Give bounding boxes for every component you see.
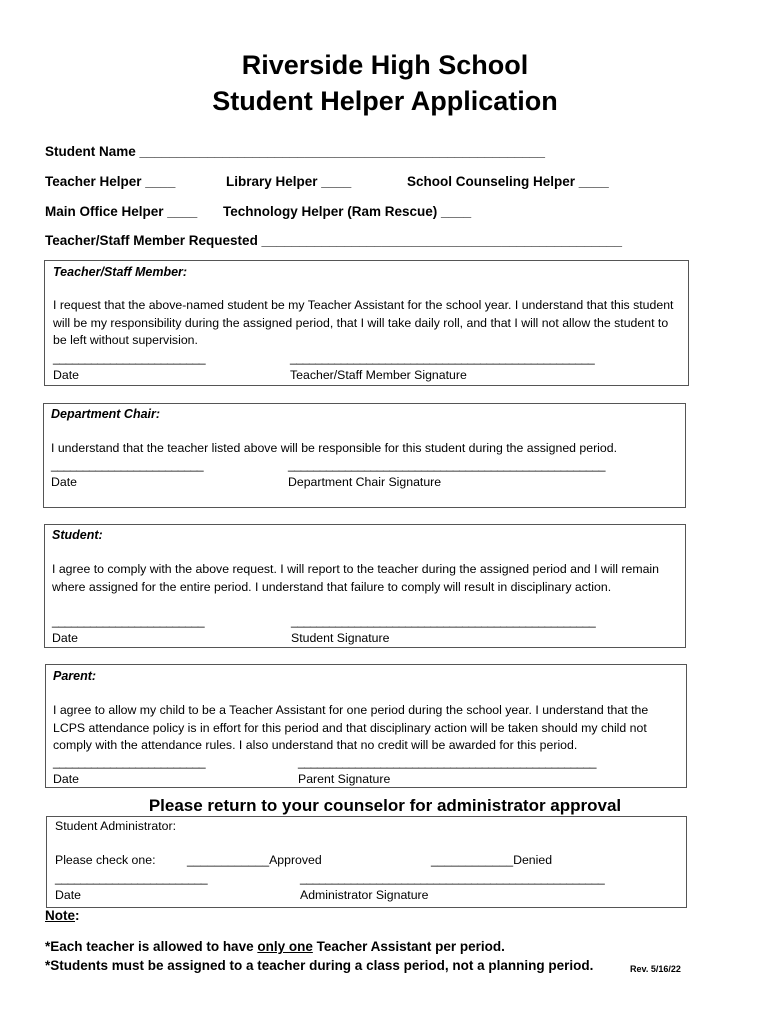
page-subtitle: Student Helper Application bbox=[212, 86, 558, 116]
student-text: I agree to comply with the above request. I will report to the teacher during the assigned period and I will remain where assigned for the entire period. I understand that failure to comply will result in disciplinary action. bbox=[52, 562, 659, 594]
teacher-signature-label: Teacher/Staff Member Signature bbox=[290, 368, 467, 382]
parent-text: I agree to allow my child to be a Teacher Assistant for one period during the school year. I understand that the LCPS attendance policy is in effort for this period and that disciplinary action will be taken should my child not comply with the attendance rules. I also understand that no credit will be awarded for this period. bbox=[53, 703, 649, 752]
note-colon: : bbox=[75, 908, 80, 923]
department-chair-text: I understand that the teacher listed above will be responsible for this student during the assigned period. bbox=[51, 441, 618, 455]
teacher-staff-text: I request that the above-named student be my Teacher Assistant for the school year. I understand that this student will be my responsibility during the assigned period, that I will take daily roll, and that I will not allow the student to be left without supervision. bbox=[53, 298, 674, 347]
library-helper-field[interactable]: Library Helper ____ bbox=[226, 174, 352, 189]
note-line-1 bbox=[45, 939, 505, 954]
page-title: Riverside High School bbox=[241, 50, 529, 80]
teacher-requested-field[interactable]: Teacher/Staff Member Requested ________________________________________________ bbox=[45, 233, 622, 248]
parent-signature-label: Parent Signature bbox=[298, 772, 391, 786]
parent-date-label: Date bbox=[53, 772, 79, 786]
student-section bbox=[44, 524, 686, 648]
teacher-date-label: Date bbox=[53, 368, 79, 382]
teacher-helper-field[interactable]: Teacher Helper ____ bbox=[45, 174, 176, 189]
check-one-label: Please check one: bbox=[55, 853, 156, 867]
return-instruction: Please return to your counselor for administrator approval bbox=[148, 796, 622, 815]
chair-date-line[interactable]: ________________________ bbox=[51, 458, 204, 472]
teacher-staff-section bbox=[44, 260, 689, 386]
note-label: Note bbox=[45, 908, 75, 923]
administrator-section bbox=[46, 816, 687, 908]
teacher-date-line[interactable]: ________________________ bbox=[53, 351, 206, 365]
approved-option[interactable]: ____________Approved bbox=[187, 853, 322, 867]
administrator-heading: Student Administrator: bbox=[55, 819, 176, 833]
student-heading: Student: bbox=[52, 528, 103, 542]
main-office-helper-field[interactable]: Main Office Helper ____ bbox=[45, 204, 198, 219]
admin-date-line[interactable]: ________________________ bbox=[55, 871, 208, 885]
student-date-line[interactable]: ________________________ bbox=[52, 614, 205, 628]
teacher-signature-line[interactable]: ________________________________________________ bbox=[290, 351, 595, 365]
denied-option[interactable]: ____________Denied bbox=[431, 853, 553, 867]
note-line-1-emphasis: only one bbox=[257, 939, 313, 954]
chair-date-label: Date bbox=[51, 475, 77, 489]
parent-date-line[interactable]: ________________________ bbox=[53, 755, 206, 769]
student-signature-line[interactable]: ________________________________________________ bbox=[291, 614, 596, 628]
parent-signature-line[interactable]: _______________________________________________ bbox=[298, 755, 596, 769]
chair-signature-label: Department Chair Signature bbox=[288, 475, 442, 489]
department-chair-heading: Department Chair: bbox=[51, 407, 161, 421]
student-signature-label: Student Signature bbox=[291, 631, 390, 645]
teacher-staff-heading: Teacher/Staff Member: bbox=[53, 265, 188, 279]
parent-section bbox=[45, 664, 687, 788]
technology-helper-field[interactable]: Technology Helper (Ram Rescue) ____ bbox=[223, 204, 472, 219]
note-line-2: *Students must be assigned to a teacher during a class period, not a planning period. bbox=[45, 958, 594, 973]
note-line-1-post: Teacher Assistant per period. bbox=[312, 939, 505, 954]
department-chair-section bbox=[43, 403, 686, 508]
note-heading bbox=[45, 908, 80, 923]
admin-signature-line[interactable]: ________________________________________________ bbox=[300, 871, 605, 885]
school-counseling-helper-field[interactable]: School Counseling Helper ____ bbox=[407, 174, 609, 189]
admin-date-label: Date bbox=[55, 888, 81, 902]
chair-signature-line[interactable]: __________________________________________________ bbox=[288, 458, 605, 472]
parent-heading: Parent: bbox=[53, 669, 97, 683]
admin-signature-label: Administrator Signature bbox=[300, 888, 429, 902]
note-line-1-pre: *Each teacher is allowed to have bbox=[45, 939, 258, 954]
revision-date: Rev. 5/16/22 bbox=[630, 964, 681, 974]
student-name-field[interactable]: Student Name ______________________________________________________ bbox=[45, 144, 545, 159]
student-date-label: Date bbox=[52, 631, 78, 645]
